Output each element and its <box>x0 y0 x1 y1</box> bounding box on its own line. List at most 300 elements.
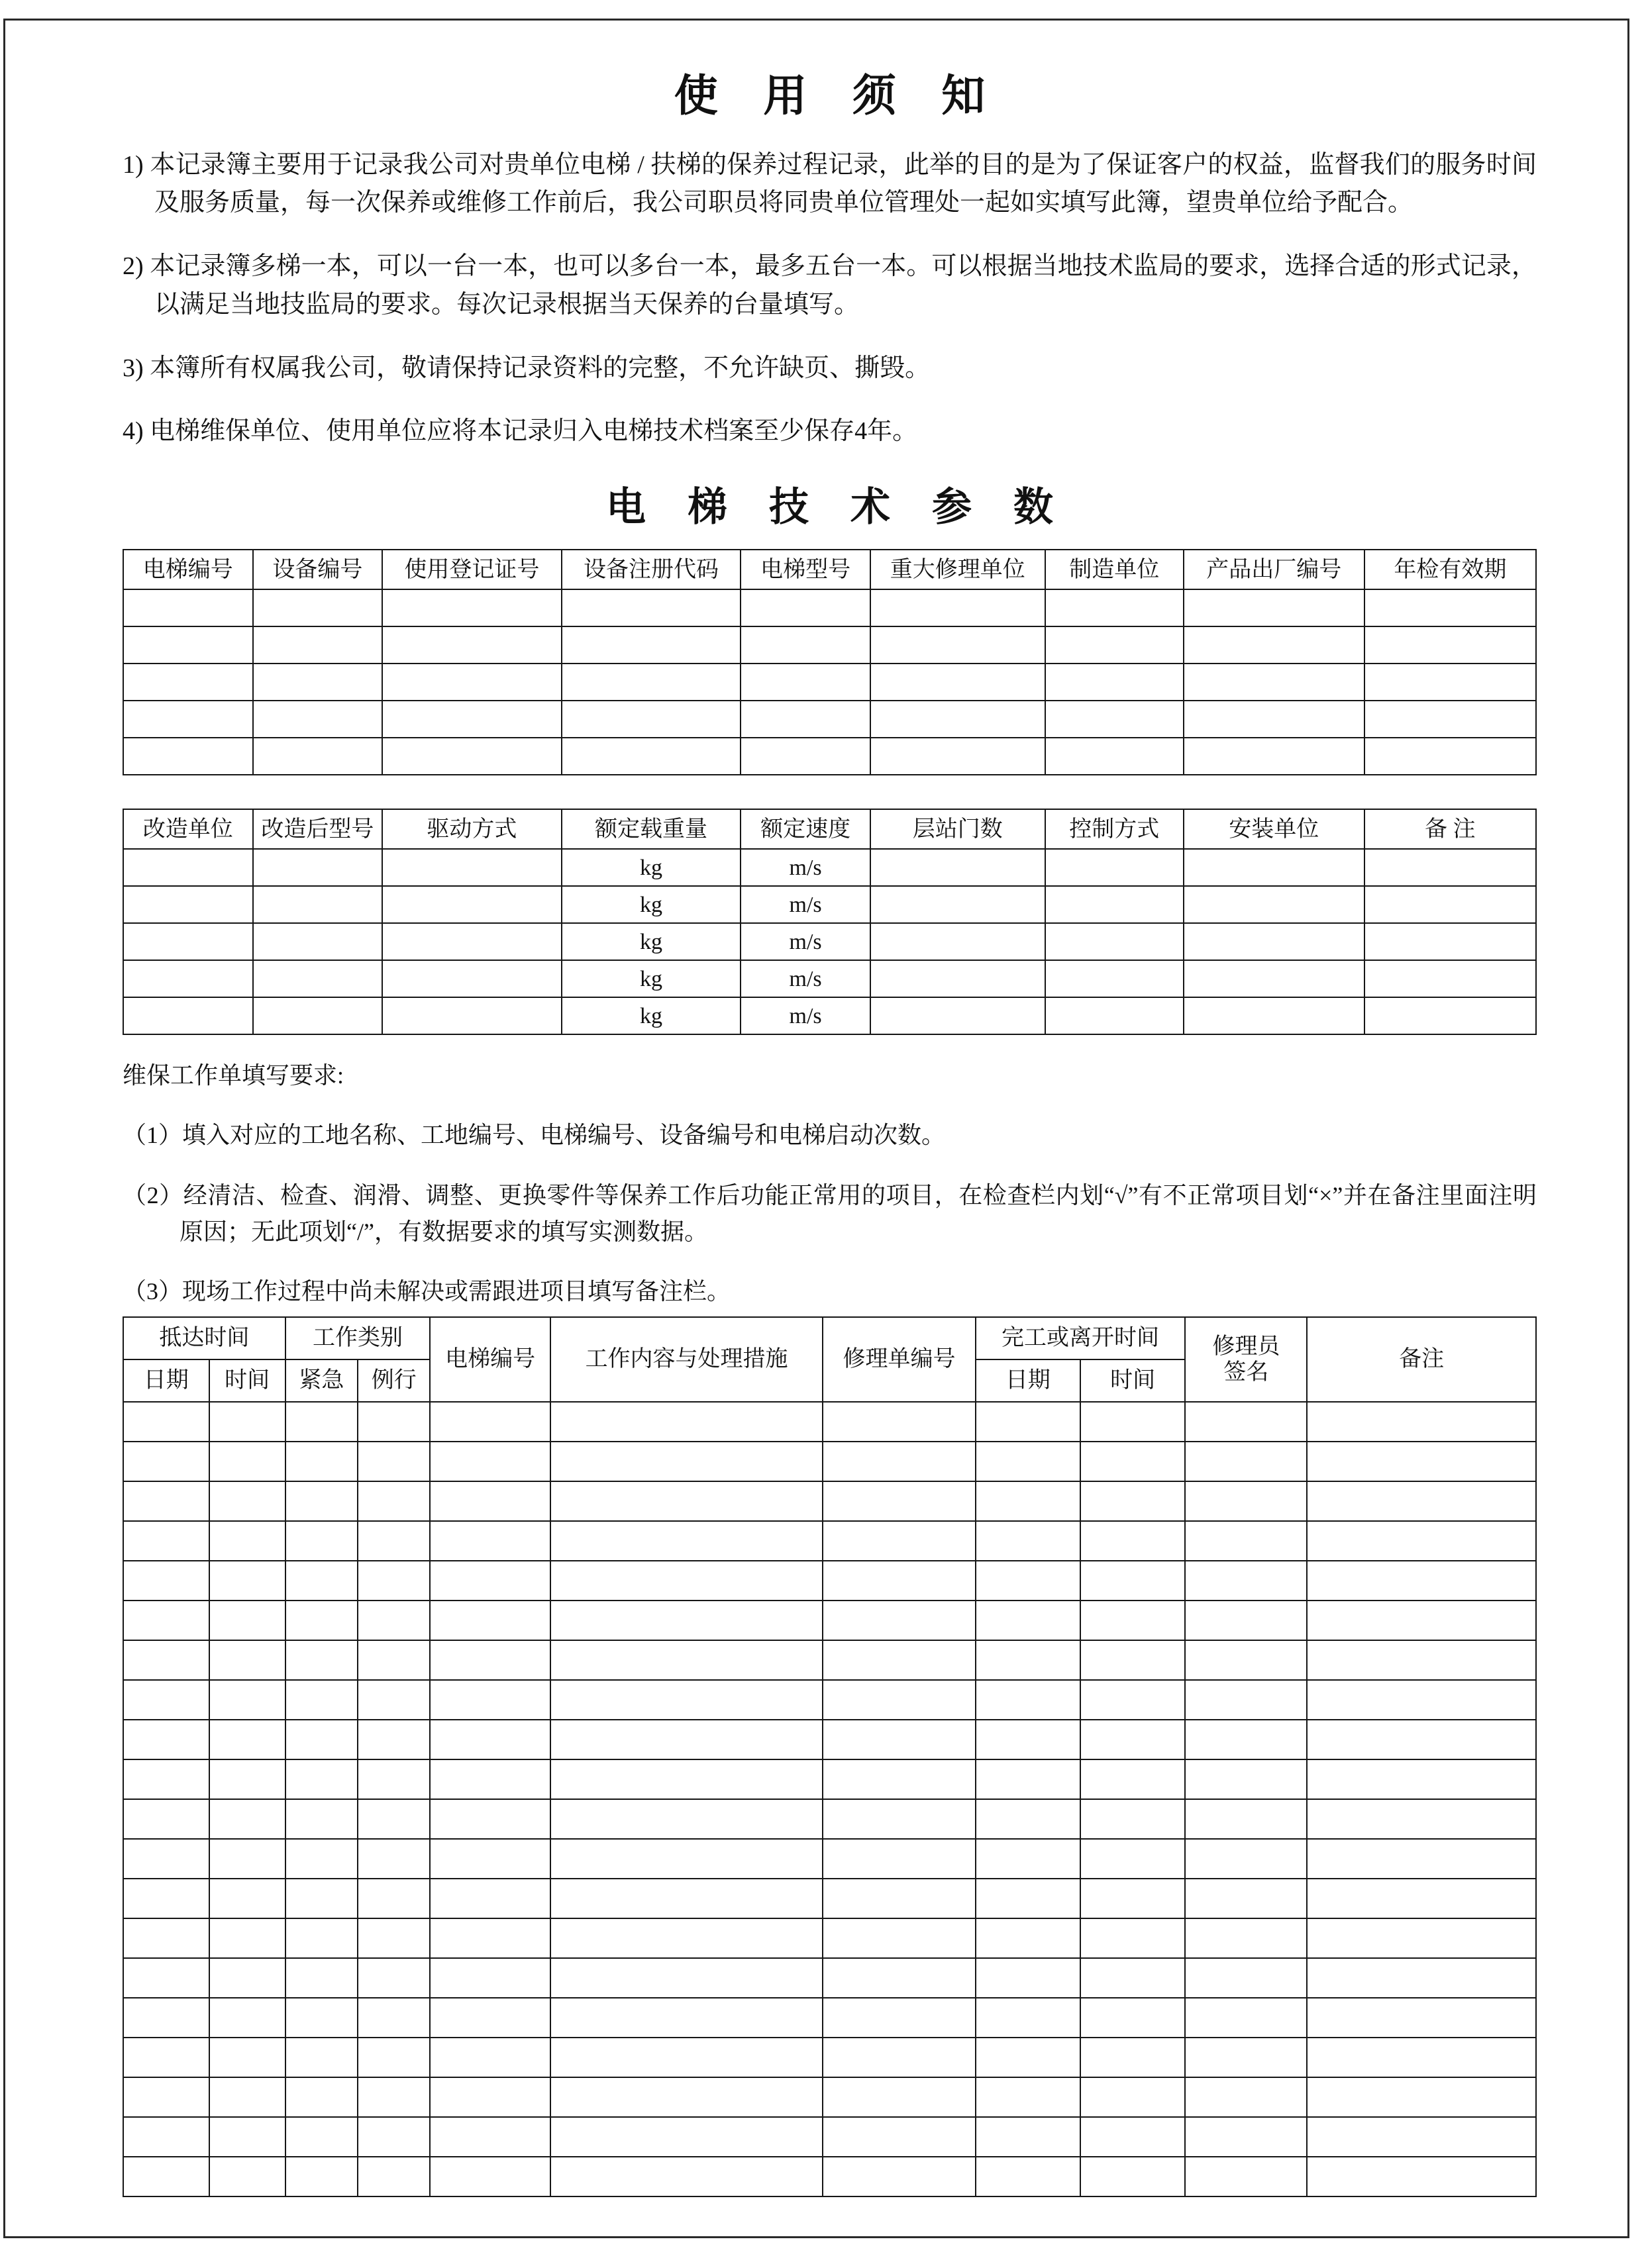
work-record-cell[interactable] <box>1307 1879 1536 1918</box>
work-record-cell[interactable] <box>358 1958 430 1998</box>
spec2-cell[interactable] <box>382 923 562 960</box>
work-record-cell[interactable] <box>123 1799 209 1839</box>
spec1-cell[interactable] <box>1364 626 1536 664</box>
work-record-cell[interactable] <box>209 1879 285 1918</box>
table-row[interactable] <box>123 1720 1536 1759</box>
spec2-cell-load-unit[interactable]: kg <box>562 960 741 997</box>
work-record-cell[interactable] <box>550 1481 823 1521</box>
work-record-cell[interactable] <box>1307 1918 1536 1958</box>
work-record-cell[interactable] <box>976 1402 1080 1442</box>
work-record-cell[interactable] <box>123 1442 209 1481</box>
spec1-cell[interactable] <box>1045 664 1184 701</box>
work-record-cell[interactable] <box>823 2157 975 2196</box>
work-record-cell[interactable] <box>123 2077 209 2117</box>
work-record-cell[interactable] <box>1307 1442 1536 1481</box>
work-record-cell[interactable] <box>285 1759 358 1799</box>
spec1-cell[interactable] <box>562 664 741 701</box>
work-record-cell[interactable] <box>285 2117 358 2157</box>
work-record-cell[interactable] <box>1080 2038 1185 2077</box>
work-record-cell[interactable] <box>1307 2157 1536 2196</box>
work-record-cell[interactable] <box>823 1561 975 1601</box>
work-record-cell[interactable] <box>209 1601 285 1640</box>
table-row[interactable] <box>123 1561 1536 1601</box>
spec2-cell[interactable] <box>253 997 383 1034</box>
spec2-cell-load-unit[interactable]: kg <box>562 923 741 960</box>
work-record-cell[interactable] <box>209 1442 285 1481</box>
spec1-cell[interactable] <box>253 738 383 775</box>
work-record-cell[interactable] <box>550 1720 823 1759</box>
work-record-cell[interactable] <box>358 1680 430 1720</box>
work-record-cell[interactable] <box>358 1998 430 2038</box>
work-record-cell[interactable] <box>976 1958 1080 1998</box>
work-record-cell[interactable] <box>209 1799 285 1839</box>
work-record-cell[interactable] <box>1307 1720 1536 1759</box>
spec2-cell[interactable] <box>1184 849 1364 886</box>
table-row[interactable] <box>123 664 1536 701</box>
work-record-cell[interactable] <box>1185 1720 1307 1759</box>
work-record-cell[interactable] <box>123 2117 209 2157</box>
work-record-cell[interactable] <box>285 1680 358 1720</box>
work-record-cell[interactable] <box>823 1442 975 1481</box>
work-record-cell[interactable] <box>1185 1521 1307 1561</box>
spec2-cell-speed-unit[interactable]: m/s <box>741 997 870 1034</box>
work-record-cell[interactable] <box>1080 1759 1185 1799</box>
work-record-cell[interactable] <box>358 1879 430 1918</box>
spec1-cell[interactable] <box>1045 626 1184 664</box>
work-record-cell[interactable] <box>823 1918 975 1958</box>
work-record-cell[interactable] <box>430 1442 550 1481</box>
work-record-cell[interactable] <box>1185 1601 1307 1640</box>
work-record-cell[interactable] <box>430 2038 550 2077</box>
spec1-cell[interactable] <box>1184 664 1364 701</box>
work-record-cell[interactable] <box>358 1561 430 1601</box>
work-record-cell[interactable] <box>430 1958 550 1998</box>
work-record-cell[interactable] <box>1185 1481 1307 1521</box>
work-record-cell[interactable] <box>358 1720 430 1759</box>
spec2-cell[interactable] <box>382 960 562 997</box>
work-record-cell[interactable] <box>1080 1918 1185 1958</box>
work-record-cell[interactable] <box>550 1521 823 1561</box>
work-record-cell[interactable] <box>430 1402 550 1442</box>
spec2-cell[interactable] <box>870 997 1045 1034</box>
work-record-cell[interactable] <box>1080 2157 1185 2196</box>
work-record-cell[interactable] <box>209 1918 285 1958</box>
table-row[interactable] <box>123 701 1536 738</box>
work-record-cell[interactable] <box>1307 1521 1536 1561</box>
table-row[interactable] <box>123 960 1536 997</box>
work-record-cell[interactable] <box>823 1640 975 1680</box>
work-record-cell[interactable] <box>823 1521 975 1561</box>
spec2-cell[interactable] <box>1364 960 1536 997</box>
spec2-cell[interactable] <box>253 923 383 960</box>
work-record-cell[interactable] <box>823 2117 975 2157</box>
table-row[interactable] <box>123 589 1536 626</box>
work-record-cell[interactable] <box>1080 1481 1185 1521</box>
work-record-cell[interactable] <box>209 2038 285 2077</box>
work-record-cell[interactable] <box>430 1839 550 1879</box>
work-record-cell[interactable] <box>1080 1442 1185 1481</box>
table-row[interactable] <box>123 2077 1536 2117</box>
work-record-cell[interactable] <box>123 1402 209 1442</box>
work-record-cell[interactable] <box>823 1839 975 1879</box>
spec1-cell[interactable] <box>1364 738 1536 775</box>
work-record-cell[interactable] <box>1185 1799 1307 1839</box>
table-row[interactable] <box>123 1958 1536 1998</box>
work-record-cell[interactable] <box>976 2117 1080 2157</box>
work-record-cell[interactable] <box>430 1640 550 1680</box>
work-record-cell[interactable] <box>209 1998 285 2038</box>
spec2-cell[interactable] <box>123 960 253 997</box>
work-record-cell[interactable] <box>430 2077 550 2117</box>
spec2-cell[interactable] <box>382 849 562 886</box>
table-row[interactable] <box>123 1998 1536 2038</box>
spec1-cell[interactable] <box>253 701 383 738</box>
spec1-cell[interactable] <box>123 626 253 664</box>
spec2-cell[interactable] <box>382 886 562 923</box>
work-record-cell[interactable] <box>1185 2038 1307 2077</box>
work-record-cell[interactable] <box>358 1918 430 1958</box>
work-record-cell[interactable] <box>123 1561 209 1601</box>
work-record-cell[interactable] <box>285 1561 358 1601</box>
work-record-cell[interactable] <box>1185 1918 1307 1958</box>
spec1-cell[interactable] <box>382 589 562 626</box>
table-row[interactable] <box>123 1640 1536 1680</box>
work-record-cell[interactable] <box>1080 1521 1185 1561</box>
table-row[interactable] <box>123 1521 1536 1561</box>
work-record-cell[interactable] <box>358 1759 430 1799</box>
work-record-cell[interactable] <box>285 1879 358 1918</box>
work-record-cell[interactable] <box>430 1759 550 1799</box>
work-record-cell[interactable] <box>123 1680 209 1720</box>
work-record-cell[interactable] <box>550 1879 823 1918</box>
work-record-cell[interactable] <box>823 1759 975 1799</box>
work-record-cell[interactable] <box>285 2157 358 2196</box>
work-record-cell[interactable] <box>209 1759 285 1799</box>
work-record-cell[interactable] <box>550 1958 823 1998</box>
work-record-cell[interactable] <box>823 1680 975 1720</box>
spec2-cell[interactable] <box>1364 849 1536 886</box>
work-record-cell[interactable] <box>123 1918 209 1958</box>
work-record-cell[interactable] <box>1080 1799 1185 1839</box>
work-record-cell[interactable] <box>550 2117 823 2157</box>
work-record-cell[interactable] <box>285 2038 358 2077</box>
work-record-cell[interactable] <box>976 2157 1080 2196</box>
spec2-cell[interactable] <box>253 849 383 886</box>
work-record-cell[interactable] <box>123 1481 209 1521</box>
spec2-cell[interactable] <box>1184 886 1364 923</box>
work-record-cell[interactable] <box>123 1640 209 1680</box>
spec2-cell[interactable] <box>870 923 1045 960</box>
work-record-cell[interactable] <box>430 2157 550 2196</box>
work-record-cell[interactable] <box>1185 1680 1307 1720</box>
spec1-cell[interactable] <box>1184 589 1364 626</box>
work-record-cell[interactable] <box>550 1680 823 1720</box>
work-record-cell[interactable] <box>285 1601 358 1640</box>
spec2-cell[interactable] <box>123 849 253 886</box>
work-record-cell[interactable] <box>1307 1958 1536 1998</box>
work-record-cell[interactable] <box>123 1521 209 1561</box>
work-record-cell[interactable] <box>976 1918 1080 1958</box>
work-record-cell[interactable] <box>976 1839 1080 1879</box>
spec2-cell[interactable] <box>1045 997 1184 1034</box>
table-row[interactable] <box>123 738 1536 775</box>
work-record-cell[interactable] <box>823 1481 975 1521</box>
work-record-cell[interactable] <box>976 2077 1080 2117</box>
work-record-cell[interactable] <box>285 1918 358 1958</box>
work-record-cell[interactable] <box>1307 2117 1536 2157</box>
work-record-cell[interactable] <box>976 1720 1080 1759</box>
spec2-cell[interactable] <box>1184 960 1364 997</box>
work-record-cell[interactable] <box>123 2038 209 2077</box>
table-row[interactable] <box>123 2157 1536 2196</box>
spec2-cell[interactable] <box>1364 886 1536 923</box>
work-record-cell[interactable] <box>209 1561 285 1601</box>
work-record-cell[interactable] <box>823 1958 975 1998</box>
work-record-cell[interactable] <box>1307 1601 1536 1640</box>
work-record-cell[interactable] <box>1307 2077 1536 2117</box>
work-record-cell[interactable] <box>976 1481 1080 1521</box>
work-record-cell[interactable] <box>976 1799 1080 1839</box>
spec2-cell[interactable] <box>870 849 1045 886</box>
work-record-cell[interactable] <box>823 1998 975 2038</box>
work-record-cell[interactable] <box>123 2157 209 2196</box>
spec2-cell-speed-unit[interactable]: m/s <box>741 923 870 960</box>
spec2-cell[interactable] <box>123 886 253 923</box>
spec1-cell[interactable] <box>1045 701 1184 738</box>
work-record-cell[interactable] <box>209 1680 285 1720</box>
spec1-cell[interactable] <box>870 589 1045 626</box>
work-record-cell[interactable] <box>209 2077 285 2117</box>
work-record-cell[interactable] <box>1307 1998 1536 2038</box>
work-record-cell[interactable] <box>209 2157 285 2196</box>
work-record-cell[interactable] <box>430 1561 550 1601</box>
work-record-cell[interactable] <box>358 2117 430 2157</box>
work-record-cell[interactable] <box>209 1839 285 1879</box>
work-record-cell[interactable] <box>358 1442 430 1481</box>
work-record-cell[interactable] <box>209 1640 285 1680</box>
table-row[interactable] <box>123 2038 1536 2077</box>
work-record-cell[interactable] <box>550 1998 823 2038</box>
table-row[interactable] <box>123 626 1536 664</box>
work-record-cell[interactable] <box>358 1402 430 1442</box>
spec1-cell[interactable] <box>382 626 562 664</box>
spec2-cell[interactable] <box>870 960 1045 997</box>
spec1-cell[interactable] <box>741 589 870 626</box>
work-record-cell[interactable] <box>123 1720 209 1759</box>
spec2-cell[interactable] <box>1045 923 1184 960</box>
spec2-cell-speed-unit[interactable]: m/s <box>741 960 870 997</box>
work-record-cell[interactable] <box>123 1998 209 2038</box>
work-record-cell[interactable] <box>976 1680 1080 1720</box>
work-record-cell[interactable] <box>123 1759 209 1799</box>
spec1-cell[interactable] <box>123 664 253 701</box>
spec2-cell[interactable] <box>1364 997 1536 1034</box>
spec1-cell[interactable] <box>562 626 741 664</box>
work-record-cell[interactable] <box>550 1402 823 1442</box>
work-record-cell[interactable] <box>430 1799 550 1839</box>
work-record-cell[interactable] <box>358 1601 430 1640</box>
table-row[interactable] <box>123 1601 1536 1640</box>
spec2-cell-load-unit[interactable]: kg <box>562 849 741 886</box>
spec1-cell[interactable] <box>562 589 741 626</box>
work-record-cell[interactable] <box>209 1720 285 1759</box>
work-record-cell[interactable] <box>1185 1561 1307 1601</box>
work-record-cell[interactable] <box>550 2157 823 2196</box>
work-record-cell[interactable] <box>1307 1402 1536 1442</box>
work-record-cell[interactable] <box>209 1481 285 1521</box>
work-record-cell[interactable] <box>550 1759 823 1799</box>
work-record-cell[interactable] <box>1185 2117 1307 2157</box>
work-record-cell[interactable] <box>976 1998 1080 2038</box>
work-record-cell[interactable] <box>823 2077 975 2117</box>
spec2-cell[interactable] <box>123 997 253 1034</box>
work-record-cell[interactable] <box>430 1680 550 1720</box>
work-record-cell[interactable] <box>1307 2038 1536 2077</box>
spec2-cell[interactable] <box>1184 997 1364 1034</box>
spec1-cell[interactable] <box>1364 664 1536 701</box>
work-record-cell[interactable] <box>550 2038 823 2077</box>
work-record-cell[interactable] <box>1307 1839 1536 1879</box>
work-record-cell[interactable] <box>1307 1481 1536 1521</box>
spec1-cell[interactable] <box>123 738 253 775</box>
table-row[interactable] <box>123 1481 1536 1521</box>
work-record-cell[interactable] <box>550 2077 823 2117</box>
table-row[interactable] <box>123 997 1536 1034</box>
work-record-cell[interactable] <box>123 1958 209 1998</box>
work-record-cell[interactable] <box>1185 1442 1307 1481</box>
work-record-cell[interactable] <box>123 1879 209 1918</box>
spec1-cell[interactable] <box>1364 589 1536 626</box>
work-record-cell[interactable] <box>430 1998 550 2038</box>
work-record-cell[interactable] <box>209 2117 285 2157</box>
work-record-cell[interactable] <box>430 1521 550 1561</box>
spec1-cell[interactable] <box>253 664 383 701</box>
work-record-cell[interactable] <box>1080 1720 1185 1759</box>
work-record-cell[interactable] <box>976 2038 1080 2077</box>
work-record-cell[interactable] <box>209 1958 285 1998</box>
spec1-cell[interactable] <box>741 626 870 664</box>
work-record-cell[interactable] <box>285 1640 358 1680</box>
spec1-cell[interactable] <box>123 701 253 738</box>
work-record-cell[interactable] <box>1185 1879 1307 1918</box>
work-record-cell[interactable] <box>358 1481 430 1521</box>
work-record-cell[interactable] <box>976 1561 1080 1601</box>
work-record-cell[interactable] <box>823 1879 975 1918</box>
work-record-cell[interactable] <box>285 1521 358 1561</box>
work-record-cell[interactable] <box>285 1839 358 1879</box>
work-record-cell[interactable] <box>358 2077 430 2117</box>
work-record-cell[interactable] <box>1080 1561 1185 1601</box>
spec2-cell[interactable] <box>123 923 253 960</box>
spec1-cell[interactable] <box>870 626 1045 664</box>
work-record-cell[interactable] <box>285 1998 358 2038</box>
table-row[interactable] <box>123 1442 1536 1481</box>
table-row[interactable] <box>123 1799 1536 1839</box>
work-record-cell[interactable] <box>823 2038 975 2077</box>
work-record-cell[interactable] <box>550 1561 823 1601</box>
table-row[interactable] <box>123 849 1536 886</box>
spec1-cell[interactable] <box>123 589 253 626</box>
work-record-cell[interactable] <box>1080 2077 1185 2117</box>
work-record-cell[interactable] <box>1307 1640 1536 1680</box>
work-record-cell[interactable] <box>358 1521 430 1561</box>
work-record-cell[interactable] <box>285 1799 358 1839</box>
work-record-cell[interactable] <box>358 1799 430 1839</box>
spec2-cell-speed-unit[interactable]: m/s <box>741 849 870 886</box>
spec2-cell-load-unit[interactable]: kg <box>562 886 741 923</box>
work-record-cell[interactable] <box>1185 2077 1307 2117</box>
work-record-cell[interactable] <box>1080 1680 1185 1720</box>
spec1-cell[interactable] <box>741 664 870 701</box>
work-record-cell[interactable] <box>430 1601 550 1640</box>
spec2-cell[interactable] <box>870 886 1045 923</box>
work-record-cell[interactable] <box>550 1640 823 1680</box>
work-record-cell[interactable] <box>823 1799 975 1839</box>
work-record-cell[interactable] <box>358 1839 430 1879</box>
table-row[interactable] <box>123 923 1536 960</box>
spec1-cell[interactable] <box>253 626 383 664</box>
spec2-cell-speed-unit[interactable]: m/s <box>741 886 870 923</box>
work-record-cell[interactable] <box>550 1799 823 1839</box>
work-record-cell[interactable] <box>358 2038 430 2077</box>
work-record-cell[interactable] <box>823 1402 975 1442</box>
spec2-cell-load-unit[interactable]: kg <box>562 997 741 1034</box>
table-row[interactable] <box>123 1918 1536 1958</box>
work-record-cell[interactable] <box>285 1481 358 1521</box>
spec1-cell[interactable] <box>741 738 870 775</box>
work-record-cell[interactable] <box>550 1601 823 1640</box>
spec1-cell[interactable] <box>1364 701 1536 738</box>
work-record-cell[interactable] <box>1185 1402 1307 1442</box>
work-record-cell[interactable] <box>430 1481 550 1521</box>
work-record-cell[interactable] <box>123 1601 209 1640</box>
work-record-cell[interactable] <box>1185 2157 1307 2196</box>
work-record-cell[interactable] <box>358 2157 430 2196</box>
spec1-cell[interactable] <box>741 701 870 738</box>
work-record-cell[interactable] <box>285 2077 358 2117</box>
spec2-cell[interactable] <box>1045 886 1184 923</box>
spec2-cell[interactable] <box>1364 923 1536 960</box>
spec1-cell[interactable] <box>1184 626 1364 664</box>
table-row[interactable] <box>123 1839 1536 1879</box>
work-record-cell[interactable] <box>1307 1680 1536 1720</box>
work-record-cell[interactable] <box>976 1442 1080 1481</box>
work-record-cell[interactable] <box>1080 1601 1185 1640</box>
work-record-cell[interactable] <box>1185 1640 1307 1680</box>
spec1-cell[interactable] <box>382 664 562 701</box>
spec2-cell[interactable] <box>253 960 383 997</box>
work-record-cell[interactable] <box>1307 1759 1536 1799</box>
work-record-cell[interactable] <box>285 1958 358 1998</box>
work-record-cell[interactable] <box>1080 2117 1185 2157</box>
work-record-cell[interactable] <box>1185 1998 1307 2038</box>
work-record-cell[interactable] <box>209 1521 285 1561</box>
table-row[interactable] <box>123 886 1536 923</box>
work-record-cell[interactable] <box>285 1402 358 1442</box>
work-record-cell[interactable] <box>430 1918 550 1958</box>
work-record-cell[interactable] <box>976 1759 1080 1799</box>
work-record-cell[interactable] <box>430 1720 550 1759</box>
work-record-cell[interactable] <box>1185 1839 1307 1879</box>
spec2-cell[interactable] <box>1045 960 1184 997</box>
work-record-cell[interactable] <box>209 1402 285 1442</box>
work-record-cell[interactable] <box>430 1879 550 1918</box>
spec1-cell[interactable] <box>382 701 562 738</box>
work-record-cell[interactable] <box>823 1601 975 1640</box>
work-record-cell[interactable] <box>1080 1998 1185 2038</box>
work-record-cell[interactable] <box>1185 1759 1307 1799</box>
work-record-cell[interactable] <box>1080 1640 1185 1680</box>
